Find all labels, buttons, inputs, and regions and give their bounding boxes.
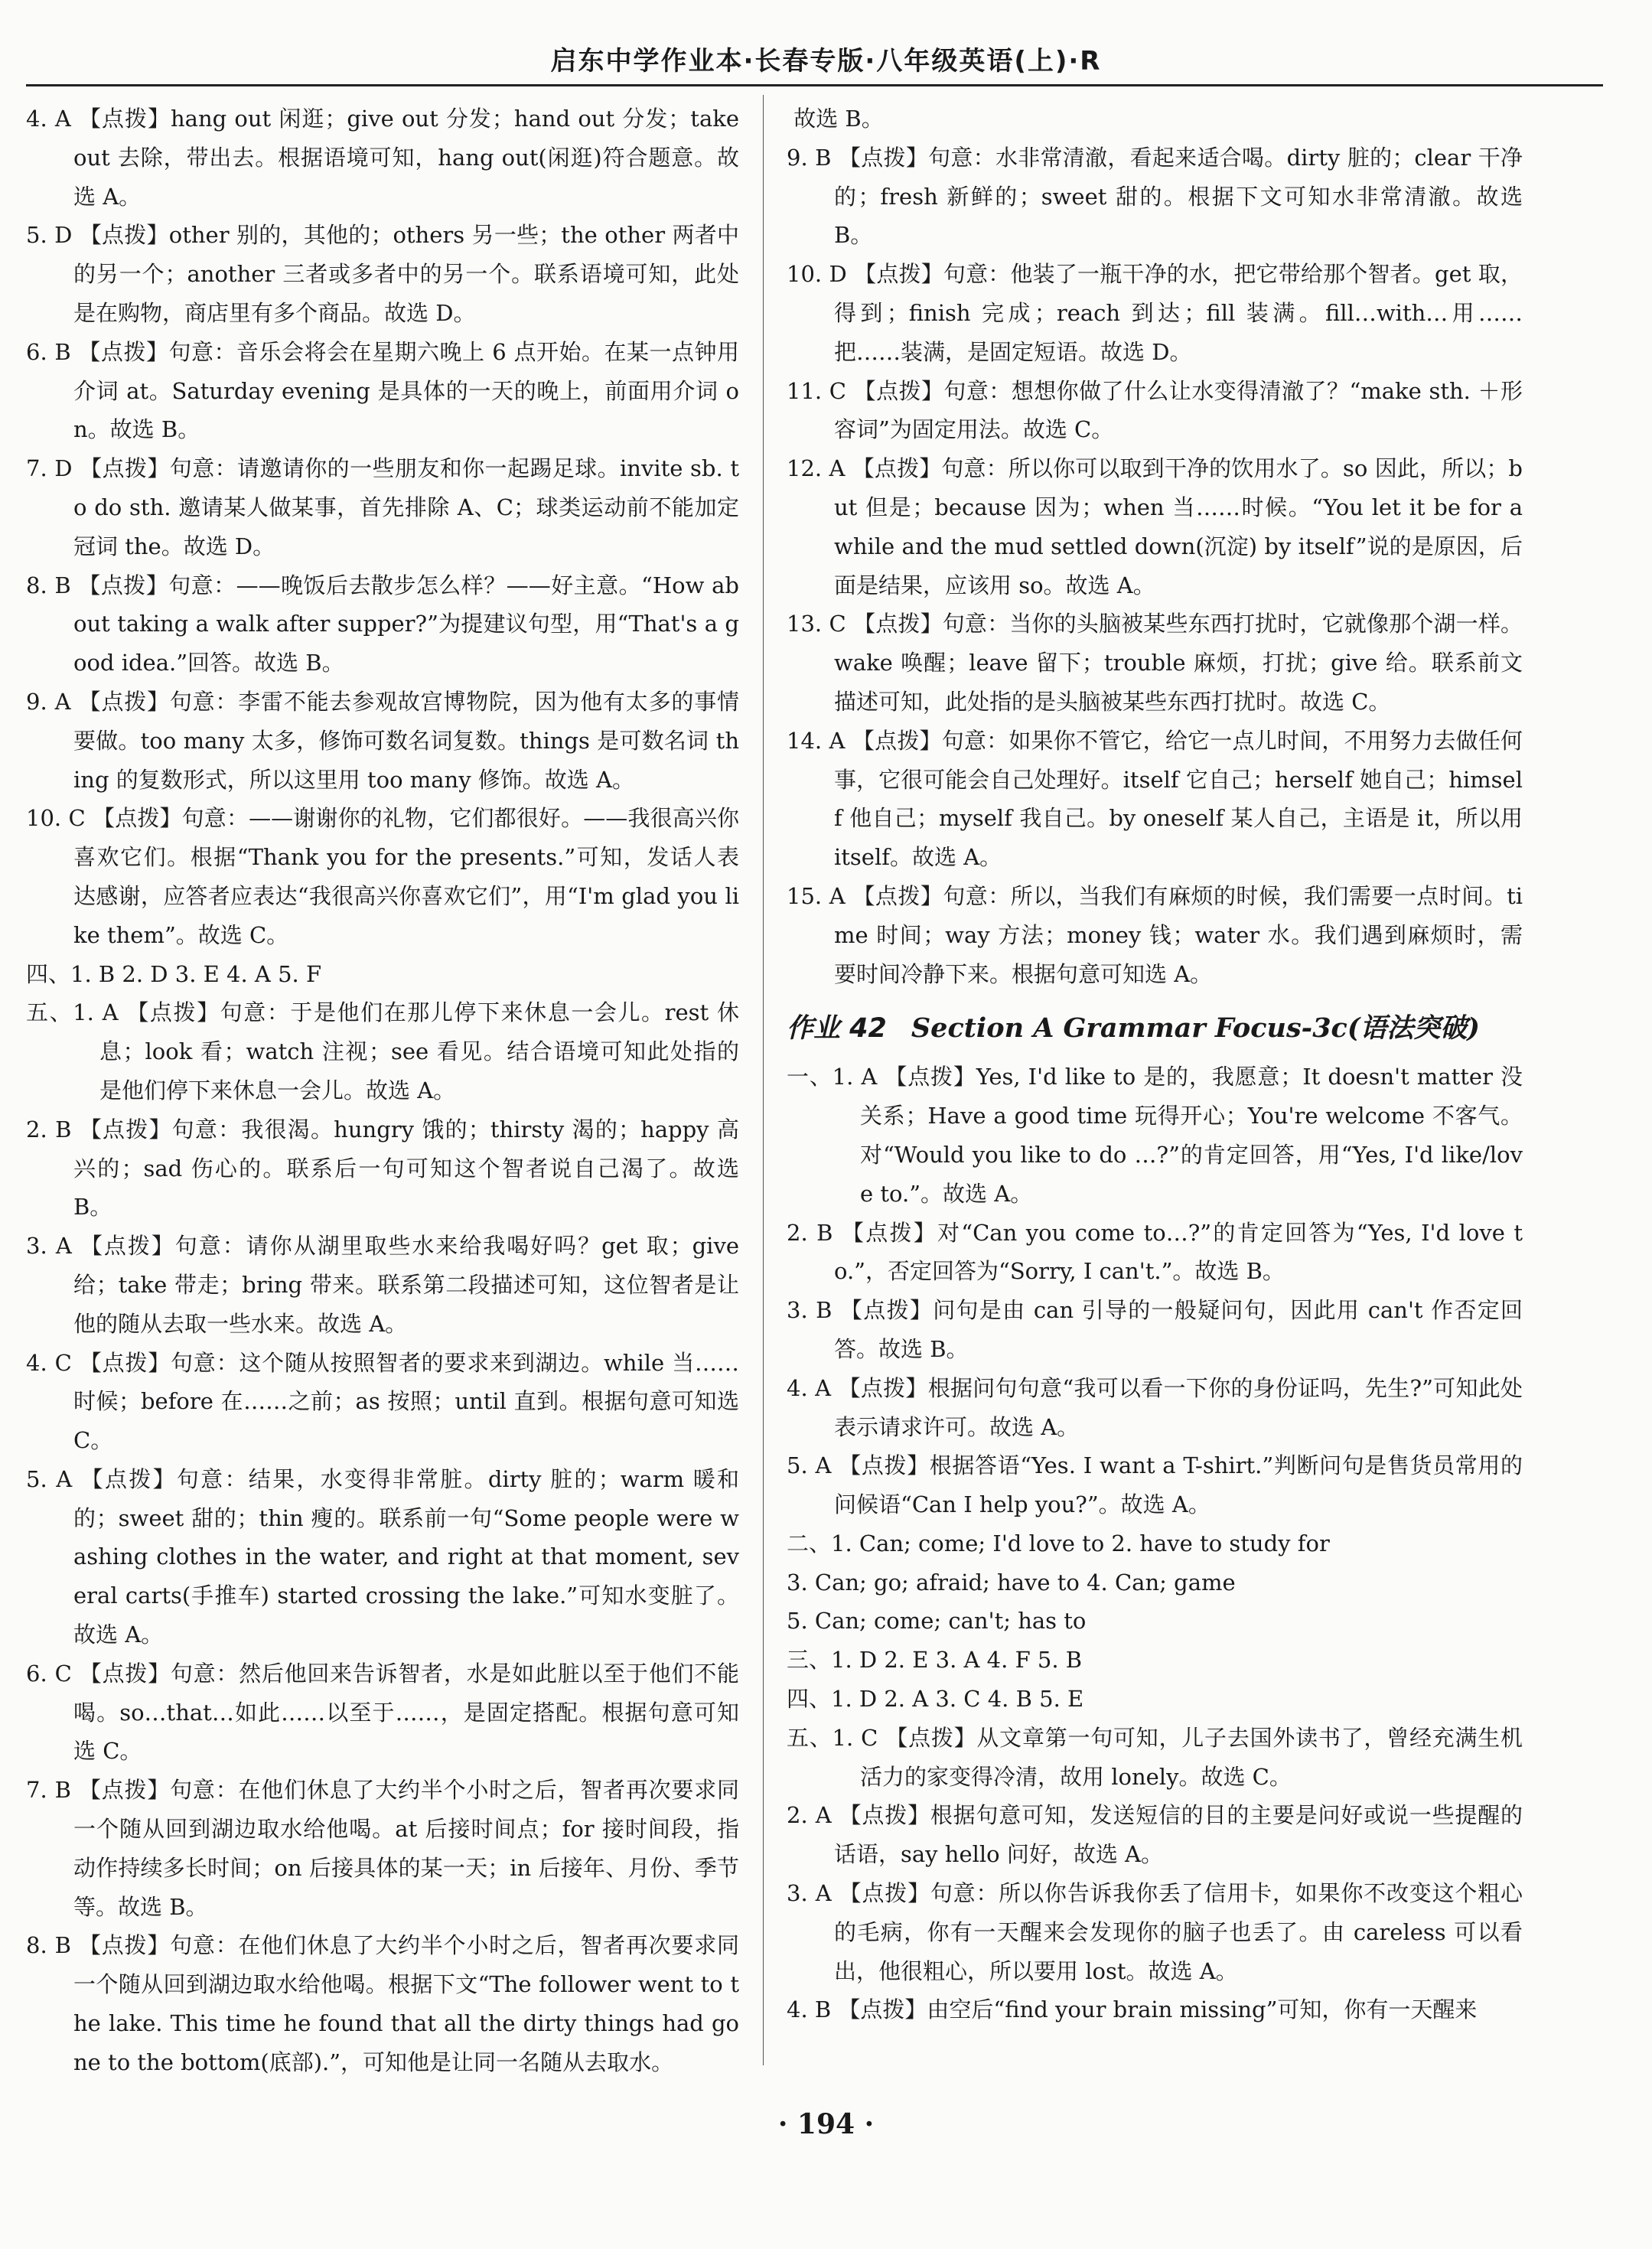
- answer-paragraph: 4. B 【点拨】由空后“find your brain missing”可知，你有一天醒来: [787, 1996, 1478, 2023]
- answer-paragraph: 2. B 【点拨】句意：我很渴。hungry 饿的；thirsty 渴的；happy 高兴的；sad 伤心的。联系后一句可知这个智者说自己渴了。故选 B。: [26, 1116, 739, 1221]
- answer-paragraph: 3. A 【点拨】句意：所以你告诉我你丢了信用卡，如果你不改变这个粗心的毛病，你有一天醒来会发现你的脑子也丢了。由 careless 可以看出，他很粗心，所以要用 lost。故选 A。: [787, 1880, 1523, 1984]
- header-rule: [26, 84, 1603, 86]
- answer-paragraph: 7. D 【点拨】句意：请邀请你的一些朋友和你一起踢足球。invite sb. to do sth. 邀请某人做某事，首先排除 A、C；球类运动前不能加定冠词 the。故选 D。: [26, 455, 739, 559]
- answer-paragraph: 5. Can; come; can't; has to: [787, 1608, 1087, 1635]
- running-header: 启东中学作业本·长春专版·八年级英语(上)·R: [550, 46, 1102, 77]
- answer-paragraph: 13. C 【点拨】句意：当你的头脑被某些东西打扰时，它就像那个湖一样。wake 唤醒；leave 留下；trouble 麻烦，打扰；give 给。联系前文描述可知，此处指的是头脑被某些东西打扰时。故选 C。: [787, 611, 1523, 715]
- answer-paragraph: 2. B 【点拨】对“Can you come to…?”的肯定回答为“Yes, I'd love to.”，否定回答为“Sorry, I can't.”。故选 B。: [787, 1219, 1523, 1285]
- answer-paragraph: 故选 B。: [787, 106, 884, 132]
- answer-paragraph: 2. A 【点拨】根据句意可知，发送短信的目的主要是问好或说一些提醒的话语，say hello 问好，故选 A。: [787, 1802, 1523, 1868]
- answer-paragraph: 四、1. D 2. A 3. C 4. B 5. E: [787, 1686, 1084, 1713]
- answer-paragraph: 8. B 【点拨】句意：——晚饭后去散步怎么样？——好主意。“How about taking a walk after supper?”为提建议句型，用“That's a good idea.”回答。故选 B。: [26, 572, 739, 676]
- answer-paragraph: 6. C 【点拨】句意：然后他回来告诉智者，水是如此脏以至于他们不能喝。so…that…如此……以至于……，是固定搭配。根据句意可知选 C。: [26, 1660, 739, 1765]
- right-column-answers-section-42: [787, 1058, 1523, 2029]
- right-column-answers-continued: [787, 99, 1523, 993]
- answer-paragraph: 11. C 【点拨】句意：想想你做了什么让水变得清澈了？“make sth. ＋形容词”为固定用法。故选 C。: [787, 377, 1523, 443]
- left-column: [26, 99, 739, 2082]
- answer-paragraph: 4. A 【点拨】根据问句句意“我可以看一下你的身份证吗，先生?”可知此处表示请求许可。故选 A。: [787, 1374, 1523, 1440]
- answer-paragraph: 3. Can; go; afraid; have to 4. Can; game: [787, 1569, 1236, 1595]
- answer-paragraph: 4. C 【点拨】句意：这个随从按照智者的要求来到湖边。while 当……时候；before 在……之前；as 按照；until 直到。根据句意可知选 C。: [26, 1349, 739, 1454]
- answer-paragraph: 三、1. D 2. E 3. A 4. F 5. B: [787, 1647, 1083, 1674]
- answer-paragraph: 15. A 【点拨】句意：所以，当我们有麻烦的时候，我们需要一点时间。time 时间；way 方法；money 钱；water 水。我们遇到麻烦时，需要时间冷静下来。根据句意可知选 A。: [787, 882, 1523, 987]
- answer-paragraph: 14. A 【点拨】句意：如果你不管它，给它一点儿时间，不用努力去做任何事，它很可能会自己处理好。itself 它自己；herself 她自己；himself 他自己；myself 我自己。by oneself 某人自己，主语是 it，所以用 itself。故选 A。: [787, 727, 1523, 871]
- answer-paragraph: 3. B 【点拨】问句是由 can 引导的一般疑问句，因此用 can't 作否定回答。故选 B。: [787, 1297, 1523, 1362]
- answer-paragraph: 五、1. A 【点拨】句意：于是他们在那儿停下来休息一会儿。rest 休息；look 看；watch 注视；see 看见。结合语境可知此处指的是他们停下来休息一会儿。故选 A。: [26, 999, 739, 1103]
- answer-paragraph: 12. A 【点拨】句意：所以你可以取到干净的饮用水了。so 因此，所以；but 但是；because 因为；when 当……时候。“You let it be for a while and the mud settled down(沉淀) by itself”说的是原因，后面是结果，应该用 so。故选 A。: [787, 455, 1523, 598]
- answer-paragraph: 10. D 【点拨】句意：他装了一瓶干净的水，把它带给那个智者。get 取，得到；finish 完成；reach 到达；fill 装满。fill…with…用……把……装满，是固定短语。故选 D。: [787, 261, 1523, 365]
- answer-paragraph: 6. B 【点拨】句意：音乐会将会在星期六晚上 6 点开始。在某一点钟用介词 at。Saturday evening 是具体的一天的晚上，前面用介词 on。故选 B。: [26, 338, 739, 443]
- answer-paragraph: 5. A 【点拨】根据答语“Yes. I want a T-shirt.”判断问句是售货员常用的问候语“Can I help you?”。故选 A。: [787, 1452, 1523, 1518]
- page-number: · 194 ·: [777, 2108, 875, 2140]
- column-divider: [763, 95, 764, 2065]
- answer-paragraph: 8. B 【点拨】句意：在他们休息了大约半个小时之后，智者再次要求同一个随从回到湖边取水给他喝。根据下文“The follower went to the lake. This time he found that all the dirty things had gone to the bottom(底部).”，可知他是让同一名随从去取水。: [26, 1932, 739, 2075]
- section-title: Section A Grammar Focus-3c(语法突破): [911, 1012, 1480, 1045]
- answer-paragraph: 7. B 【点拨】句意：在他们休息了大约半个小时之后，智者再次要求同一个随从回到湖边取水给他喝。at 后接时间点；for 接时间段，指动作持续多长时间；on 后接具体的某一天；in 后接年、月份、季节等。故选 B。: [26, 1777, 739, 1920]
- answer-paragraph: 3. A 【点拨】句意：请你从湖里取些水来给我喝好吗？get 取；give 给；take 带走；bring 带来。联系第二段描述可知，这位智者是让他的随从去取一些水来。故选 A。: [26, 1233, 739, 1337]
- answer-paragraph: 5. A 【点拨】句意：结果，水变得非常脏。dirty 脏的；warm 暖和的；sweet 甜的；thin 瘦的。联系前一句“Some people were washing clothes in the water, and right at that moment, several carts(手推车) started crossing the lake.”可知水变脏了。故选 A。: [26, 1465, 739, 1648]
- section-heading: [787, 1007, 1523, 1050]
- answer-paragraph: 五、1. C 【点拨】从文章第一句可知，儿子去国外读书了，曾经充满生机活力的家变得冷清，故用 lonely。故选 C。: [787, 1724, 1523, 1790]
- right-column: [787, 99, 1523, 2029]
- answer-paragraph: 9. A 【点拨】句意：李雷不能去参观故宫博物院，因为他有太多的事情要做。too many 太多，修饰可数名词复数。things 是可数名词 thing 的复数形式，所以这里用 too many 修饰。故选 A。: [26, 688, 739, 793]
- answer-paragraph: 5. D 【点拨】other 别的，其他的；others 另一些；the other 两者中的另一个；another 三者或多者中的另一个。联系语境可知，此处是在购物，商店里有多个商品。故选 D。: [26, 222, 739, 326]
- answer-paragraph: 10. C 【点拨】句意：——谢谢你的礼物，它们都很好。——我很高兴你喜欢它们。根据“Thank you for the presents.”可知，发话人表达感谢，应答者应表达“我很高兴你喜欢它们”，用“I'm glad you like them”。故选 C。: [26, 805, 739, 948]
- homework-label: 作业 42: [787, 1013, 887, 1045]
- answer-paragraph: 一、1. A 【点拨】Yes, I'd like to 是的，我愿意；It doesn't matter 没关系；Have a good time 玩得开心；You're welcome 不客气。对“Would you like to do …?”的肯定回答，用“Yes, I'd like/love to.”。故选 A。: [787, 1064, 1523, 1207]
- answer-paragraph: 4. A 【点拨】hang out 闲逛；give out 分发；hand out 分发；take out 去除，带出去。根据语境可知，hang out(闲逛)符合题意。故选 A。: [26, 106, 739, 210]
- answer-paragraph: 二、1. Can; come; I'd love to 2. have to study for: [787, 1530, 1330, 1556]
- answer-paragraph: 四、1. B 2. D 3. E 4. A 5. F: [26, 960, 322, 987]
- answer-paragraph: 9. B 【点拨】句意：水非常清澈，看起来适合喝。dirty 脏的；clear 干净的；fresh 新鲜的；sweet 甜的。根据下文可知水非常清澈。故选 B。: [787, 144, 1523, 249]
